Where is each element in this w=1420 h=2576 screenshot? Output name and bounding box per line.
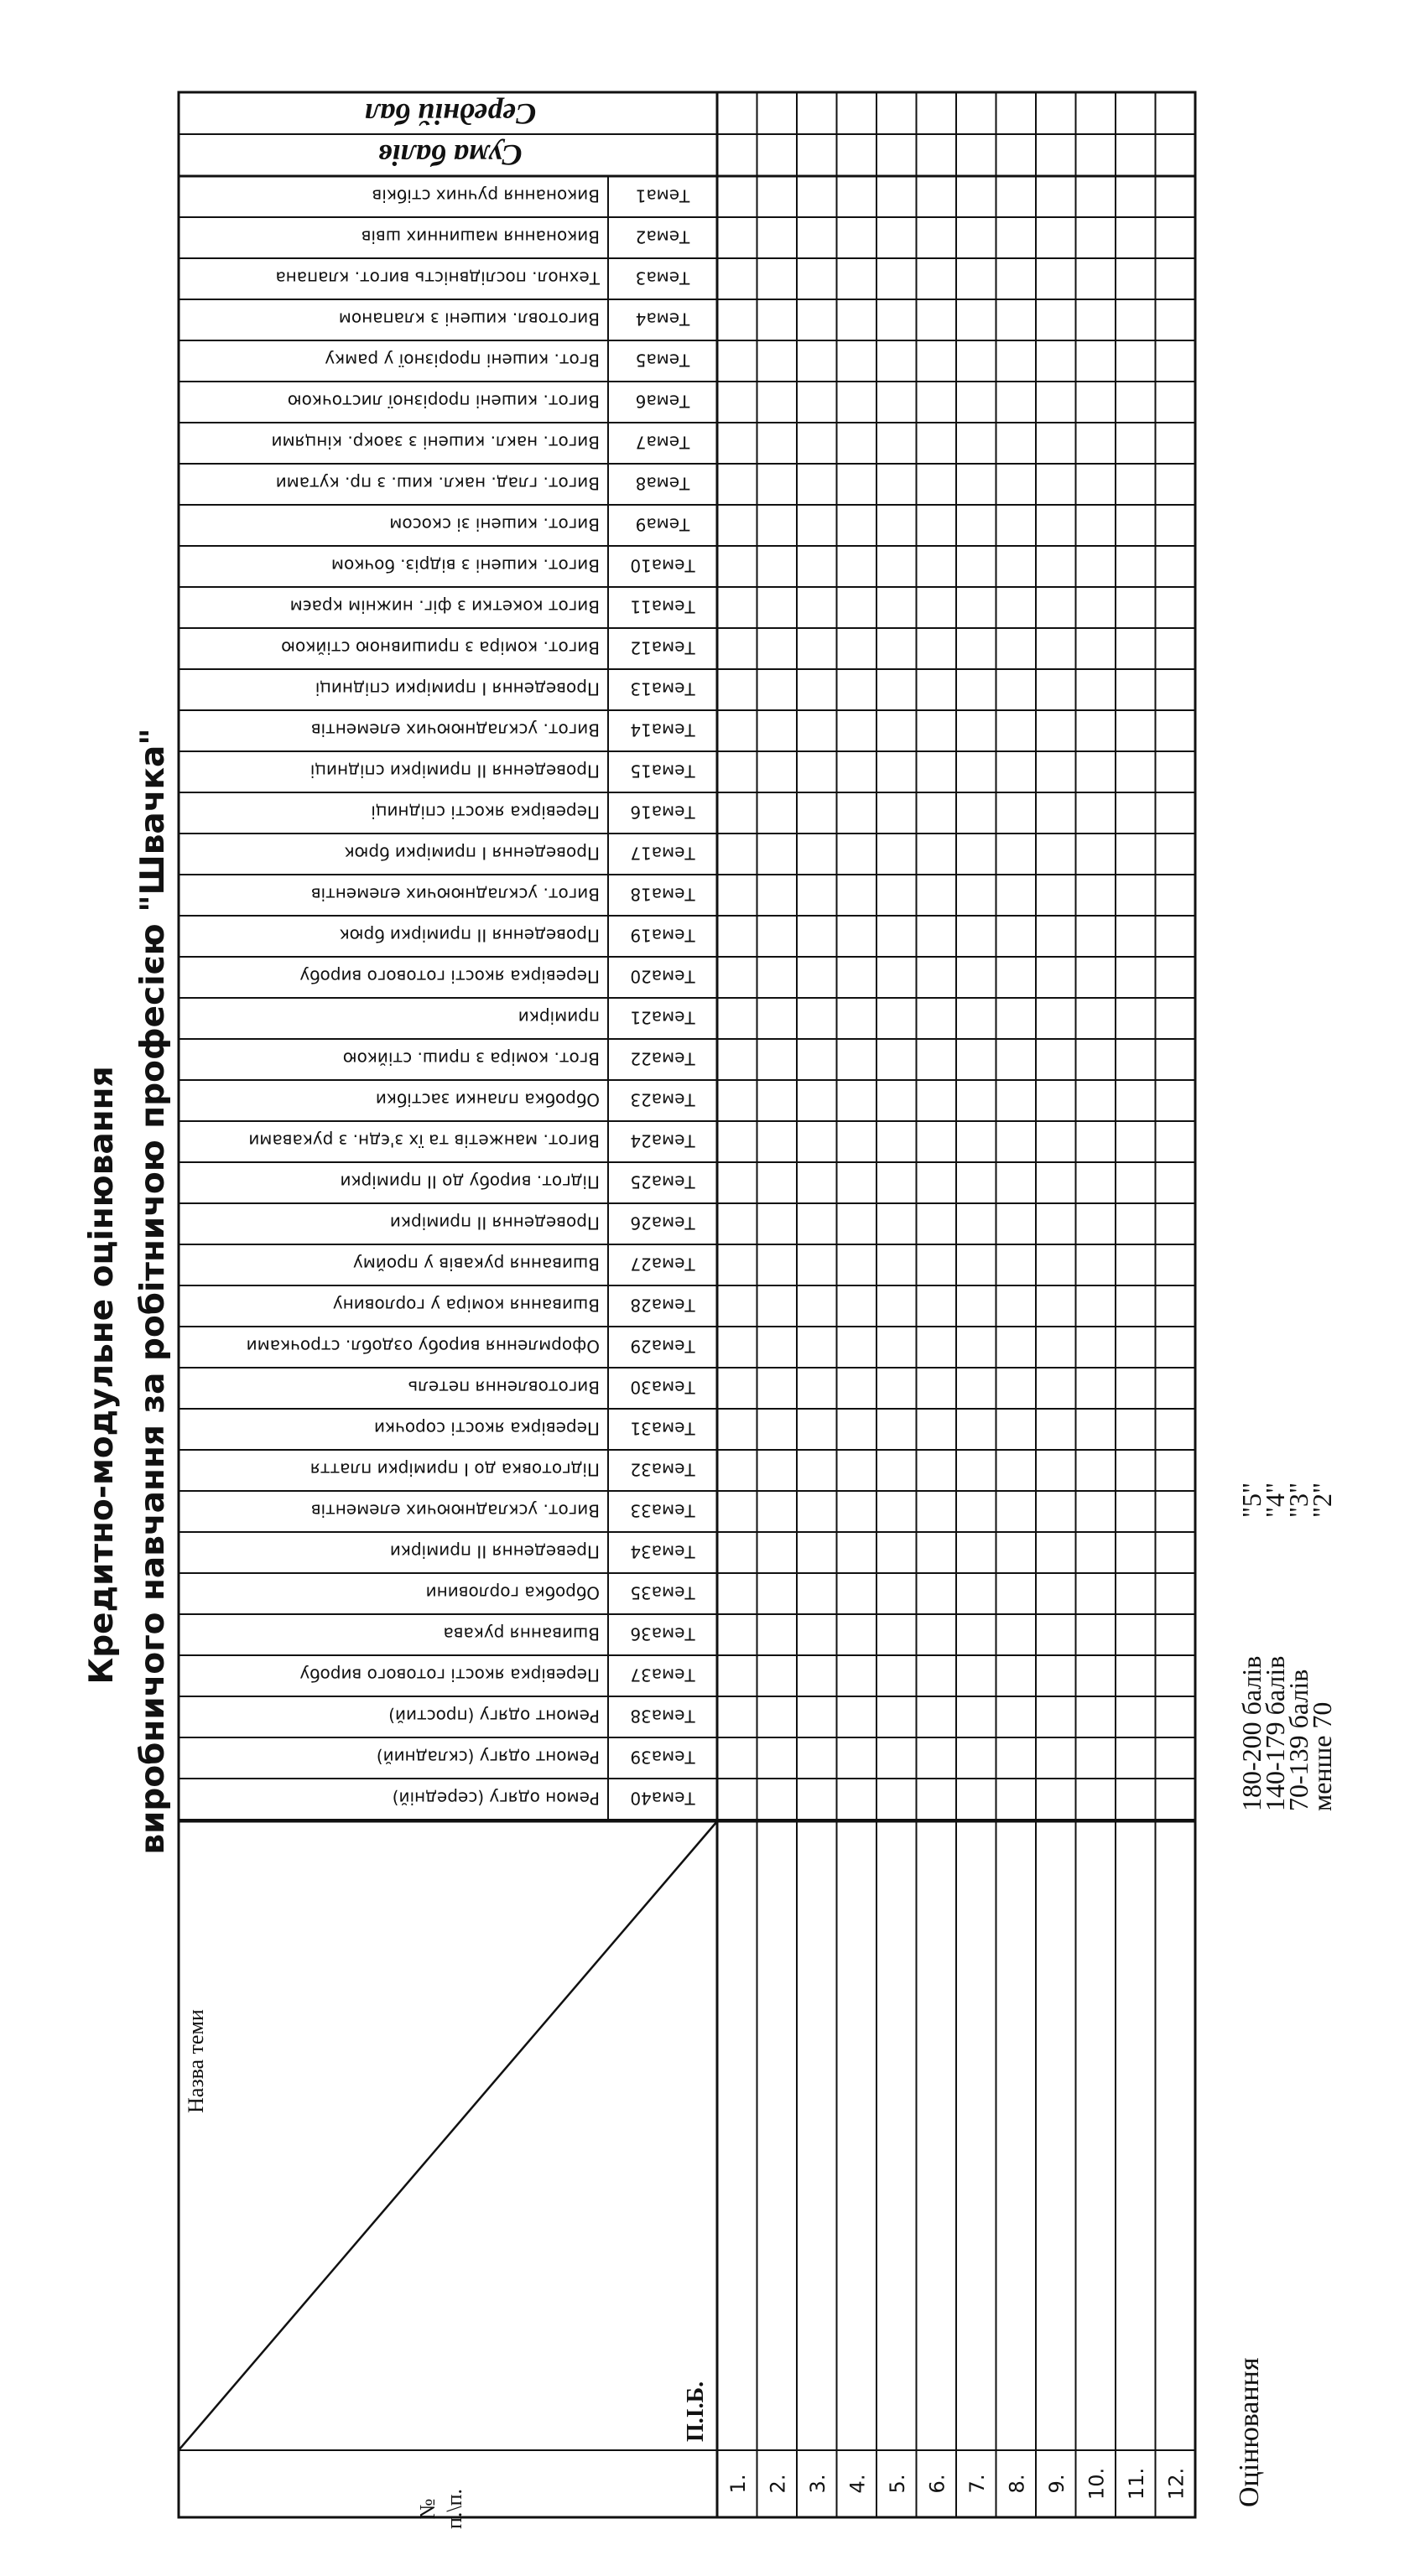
topic-code: Тема29 — [630, 1336, 695, 1357]
topic-name: Вигот. кишені прорізної листочкою — [287, 391, 600, 412]
topic-code: Тема13 — [630, 678, 695, 699]
row-number: 1. — [726, 2474, 750, 2494]
topic-name: Вигот. ускладнюючих елементів — [310, 1500, 600, 1521]
topic-code: Тема14 — [630, 719, 695, 740]
topic-name: Вигот кокетки з фіг. нижнім краєм — [289, 596, 600, 617]
grading-grade: "2" — [1307, 1482, 1337, 1518]
topic-name: Вигот. ускладнюючих елементів — [310, 719, 600, 740]
row-number: 8. — [1005, 2474, 1029, 2494]
row-number: 12. — [1164, 2467, 1189, 2501]
topic-code: Тема37 — [630, 1665, 695, 1685]
topic-name: Виконання ручних стібків — [372, 185, 600, 206]
topic-name: Вигот. манжетів та їх з'єдн. з рукавами — [248, 1130, 600, 1151]
row-number: 4. — [845, 2474, 870, 2494]
sheet-title-line2: виробничого навчання за робітничою професією "Швачка" — [134, 728, 172, 1855]
grading-range: 70-139 балів — [1283, 1669, 1313, 1811]
topic-name: Вигот. коміра з пришивною стійкою — [281, 637, 600, 658]
topic-code: Тема1 — [635, 185, 690, 206]
topic-code: Тема2 — [635, 226, 690, 247]
topic-code: Тема28 — [630, 1295, 695, 1316]
topic-name: Вигот. глад. накл. киш. з пр. кутами — [275, 473, 600, 494]
topic-name: Вшивання рукава — [443, 1623, 600, 1644]
row-number: 7. — [965, 2474, 989, 2494]
topic-code: Тема39 — [630, 1747, 695, 1768]
topic-code: Тема25 — [630, 1171, 695, 1192]
topic-name: Проведення І примірки спідниці — [315, 678, 600, 699]
topic-code: Тема6 — [635, 391, 690, 412]
sheet-title-line1: Кредитно-модульне оцінювання — [83, 1066, 121, 1685]
topic-code: Тема5 — [635, 350, 690, 371]
topic-code: Тема33 — [630, 1500, 695, 1521]
topic-code: Тема12 — [630, 637, 695, 658]
topic-code: Тема21 — [630, 1007, 695, 1028]
topic-name: Вигот. кишені з відріз. бочком — [330, 555, 600, 576]
topic-name: Проведення ІІ примірки брюк — [339, 925, 600, 946]
grading-label: Оцінювання — [1234, 2357, 1265, 2507]
topic-code: Тема8 — [635, 473, 690, 494]
topic-name: Обробка планки застібки — [375, 1089, 600, 1110]
topic-name: Перевірка якості готового виробу — [299, 966, 600, 987]
topic-code: Тема16 — [630, 802, 695, 823]
topic-code: Тема3 — [635, 267, 690, 288]
row-number: 9. — [1044, 2474, 1069, 2494]
topic-name: Ремонт одягу (простий) — [388, 1706, 600, 1727]
topic-name: Вигот. кишені зі скосом — [389, 514, 600, 535]
topic-code: Тема30 — [630, 1377, 695, 1398]
topic-name: Перевірка якості спідниці — [371, 802, 600, 823]
average-column-header: Середній бал — [364, 97, 537, 131]
topic-code: Тема31 — [630, 1418, 695, 1439]
topic-name: Ремонт одягу (складний) — [376, 1747, 600, 1768]
name-header-label: П.І.Б. — [683, 2381, 709, 2442]
topic-code: Тема35 — [630, 1582, 695, 1603]
topic-name: Преведення ІІ примірки — [389, 1541, 600, 1562]
grading-range: 180-200 балів — [1236, 1655, 1267, 1811]
topic-header-label: Назва теми — [184, 2009, 208, 2113]
topic-name: Проведення ІІ примірки спідниці — [309, 761, 600, 782]
topic-code: Тема34 — [630, 1541, 695, 1562]
topic-name: Проведення ІІ примірки — [389, 1213, 600, 1233]
topic-name: Вгот. коміра з приш. стійкою — [342, 1048, 600, 1069]
topic-code: Тема20 — [630, 966, 695, 987]
topic-code: Тема40 — [630, 1788, 695, 1809]
topic-code: Тема7 — [635, 432, 690, 453]
grading-scale — [1236, 1483, 1337, 1811]
number-header-label-line1: № — [415, 2498, 440, 2520]
topic-name: Підготовка до І примірки плаття — [309, 1459, 600, 1480]
topic-code: Тема24 — [630, 1130, 695, 1151]
topic-name: Виконання машинних швів — [361, 226, 600, 247]
topic-name: Перевірка якості сорочки — [373, 1418, 600, 1439]
topic-code: Тема26 — [630, 1213, 695, 1233]
grading-grade: "4" — [1260, 1482, 1290, 1518]
topic-code: Тема10 — [630, 555, 695, 576]
topic-name: Ремон одягу (середній) — [392, 1788, 600, 1809]
topic-code: Тема23 — [630, 1089, 695, 1110]
row-number: 2. — [766, 2474, 790, 2494]
topic-code: Тема27 — [630, 1254, 695, 1275]
topic-code: Тема22 — [630, 1048, 695, 1069]
topic-code: Тема9 — [635, 514, 690, 535]
grading-range: менше 70 — [1307, 1701, 1337, 1811]
row-number: 11. — [1124, 2467, 1148, 2501]
grading-grade: "5" — [1236, 1482, 1267, 1518]
topic-code: Тема19 — [630, 925, 695, 946]
topic-code: Тема38 — [630, 1706, 695, 1727]
topic-name: Вгот. кишені прорізної у рамку — [325, 350, 600, 371]
row-number: 5. — [885, 2474, 909, 2494]
row-number: 6. — [925, 2474, 949, 2494]
topic-name: Виготовлення петель — [408, 1377, 600, 1398]
topic-name: Перевірка якості готового виробу — [299, 1665, 600, 1685]
topic-name: Проведення І примірки брюк — [344, 843, 600, 864]
topic-name: Вшивання рукавів у пройму — [352, 1254, 600, 1275]
topic-code: Тема36 — [630, 1623, 695, 1644]
topic-name: Оформлення виробу оздобл. строчками — [246, 1336, 600, 1357]
topic-name: Вшивання коміра у горловину — [332, 1295, 600, 1316]
header-diagonal — [179, 1821, 717, 2450]
topic-name: Вигот. накл. кишені з заокр. кінцями — [271, 432, 600, 453]
grading-grade: "3" — [1283, 1482, 1313, 1518]
topic-code: Тема17 — [630, 843, 695, 864]
topic-code: Тема15 — [630, 761, 695, 782]
grading-range: 140-179 балів — [1260, 1655, 1290, 1811]
topic-name: Технол. послідвність вигот. клапана — [275, 267, 600, 288]
topic-code: Тема4 — [635, 309, 690, 330]
topic-name: Обробка горловини — [425, 1582, 600, 1603]
topic-name: Виготовл. кишені з клапаном — [338, 309, 600, 330]
sum-column-header: Сума балів — [378, 138, 523, 172]
number-header-label-line2: п.\п. — [442, 2488, 466, 2530]
topic-code: Тема11 — [630, 596, 695, 617]
row-number: 10. — [1085, 2467, 1109, 2501]
topic-name: примірки — [518, 1007, 600, 1028]
topic-code: Тема18 — [630, 884, 695, 905]
topic-name: Підгот. виробу до ІІ примірки — [340, 1171, 600, 1192]
topic-name: Вигот. ускладнюючих елементів — [310, 884, 600, 905]
topic-code: Тема32 — [630, 1459, 695, 1480]
row-number: 3. — [805, 2474, 830, 2494]
